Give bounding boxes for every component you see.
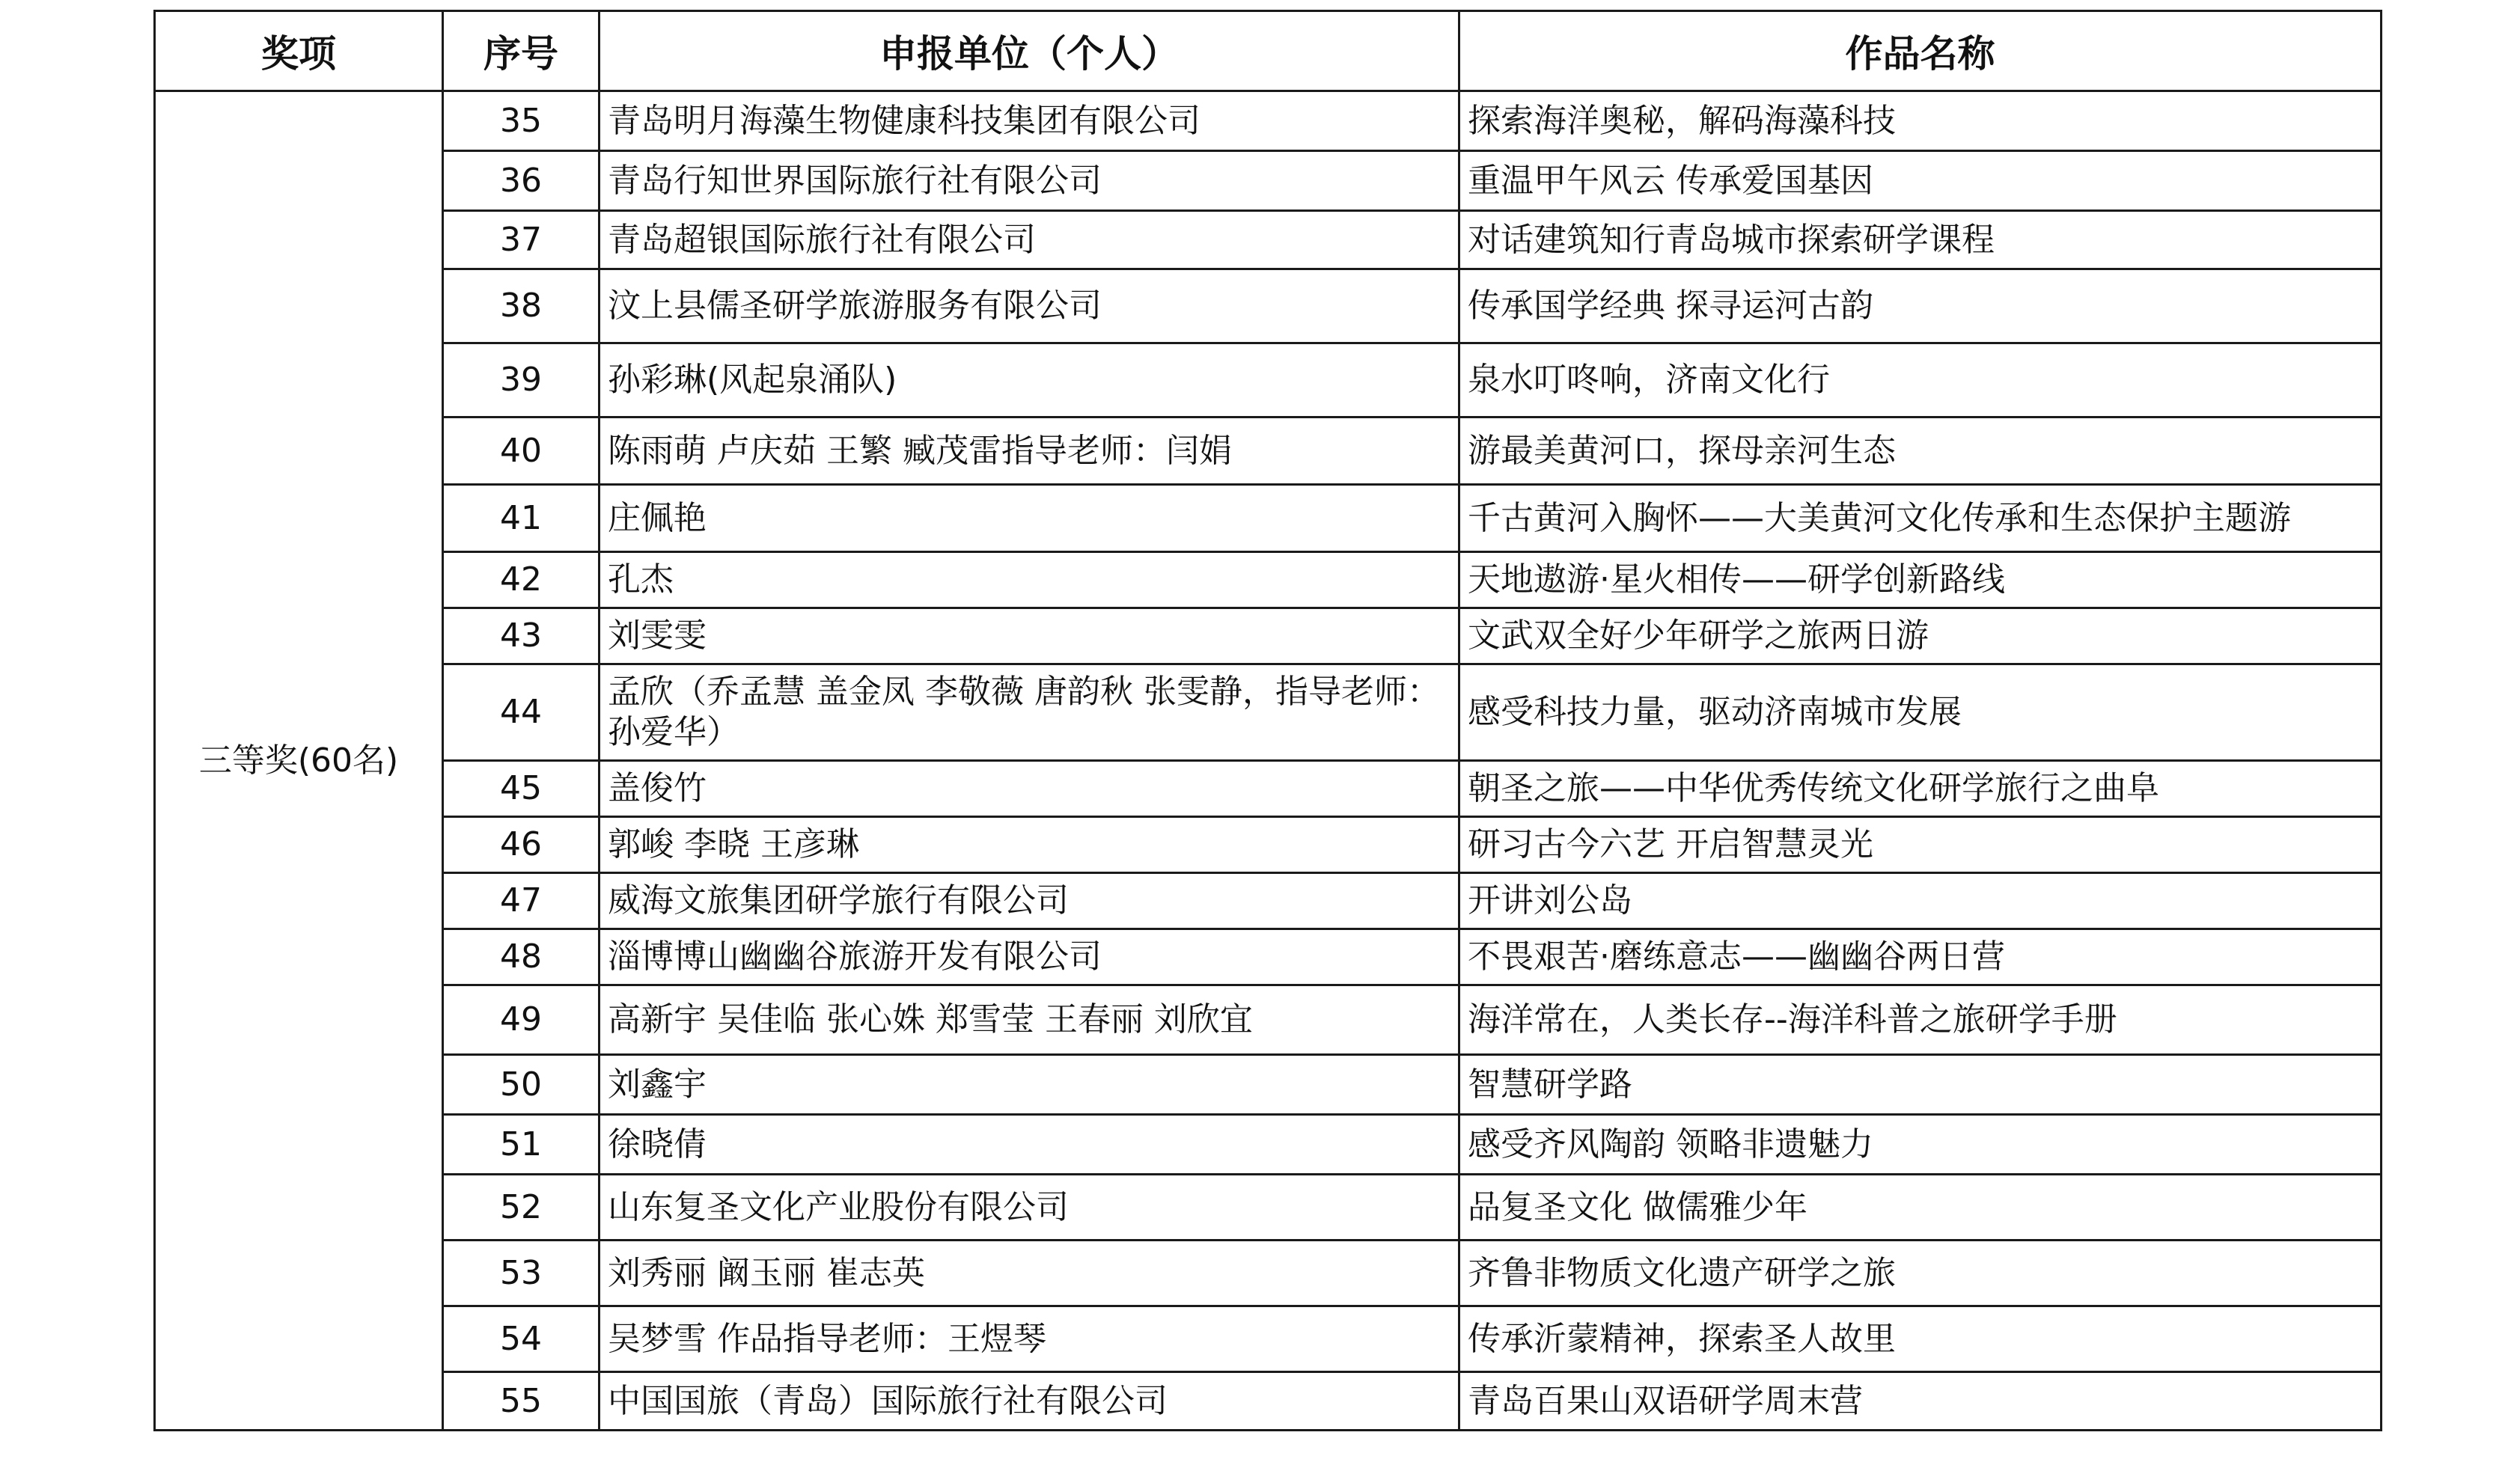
header-number: 序号: [443, 11, 600, 91]
row-number: 54: [443, 1306, 600, 1372]
row-work: 不畏艰苦·磨练意志——幽幽谷两日营: [1459, 929, 2382, 985]
row-unit: 淄博博山幽幽谷旅游开发有限公司: [600, 929, 1459, 985]
table-row: [155, 664, 2382, 761]
row-work: 开讲刘公岛: [1459, 873, 2382, 929]
row-number: 52: [443, 1175, 600, 1241]
row-unit: 刘秀丽 阚玉丽 崔志英: [600, 1241, 1459, 1306]
row-unit: 庄佩艳: [600, 485, 1459, 552]
row-work: 千古黄河入胸怀——大美黄河文化传承和生态保护主题游: [1459, 485, 2382, 552]
table-row: [155, 269, 2382, 343]
row-work: 海洋常在，人类长存--海洋科普之旅研学手册: [1459, 985, 2382, 1055]
table-row: [155, 343, 2382, 417]
row-work: 品复圣文化 做儒雅少年: [1459, 1175, 2382, 1241]
row-unit: 青岛明月海藻生物健康科技集团有限公司: [600, 91, 1459, 151]
row-unit: 威海文旅集团研学旅行有限公司: [600, 873, 1459, 929]
row-number: 51: [443, 1115, 600, 1175]
row-number: 55: [443, 1372, 600, 1431]
header-award: 奖项: [155, 11, 443, 91]
row-number: 42: [443, 552, 600, 608]
table-row: [155, 1175, 2382, 1241]
row-number: 37: [443, 211, 600, 269]
row-number: 41: [443, 485, 600, 552]
row-unit: 孟欣（乔孟慧 盖金凤 李敬薇 唐韵秋 张雯静，指导老师：孙爱华）: [600, 664, 1459, 761]
table-row: [155, 817, 2382, 873]
row-unit: 盖俊竹: [600, 761, 1459, 817]
row-unit: 刘雯雯: [600, 608, 1459, 664]
row-work: 泉水叮咚响，济南文化行: [1459, 343, 2382, 417]
row-unit: 山东复圣文化产业股份有限公司: [600, 1175, 1459, 1241]
table-row: [155, 151, 2382, 211]
row-unit: 青岛超银国际旅行社有限公司: [600, 211, 1459, 269]
row-work: 游最美黄河口，探母亲河生态: [1459, 417, 2382, 485]
row-unit: 刘鑫宇: [600, 1055, 1459, 1115]
row-work: 重温甲午风云 传承爱国基因: [1459, 151, 2382, 211]
row-unit: 孙彩琳(风起泉涌队): [600, 343, 1459, 417]
row-unit: 中国国旅（青岛）国际旅行社有限公司: [600, 1372, 1459, 1431]
table-row: [155, 1115, 2382, 1175]
row-number: 35: [443, 91, 600, 151]
row-number: 36: [443, 151, 600, 211]
table-row: [155, 552, 2382, 608]
row-work: 感受科技力量，驱动济南城市发展: [1459, 664, 2382, 761]
row-number: 44: [443, 664, 600, 761]
header-unit: 申报单位（个人）: [600, 11, 1459, 91]
award-category: 三等奖(60名): [155, 91, 443, 1431]
row-number: 47: [443, 873, 600, 929]
row-work: 天地遨游·星火相传——研学创新路线: [1459, 552, 2382, 608]
row-work: 齐鲁非物质文化遗产研学之旅: [1459, 1241, 2382, 1306]
row-number: 48: [443, 929, 600, 985]
row-number: 40: [443, 417, 600, 485]
row-work: 智慧研学路: [1459, 1055, 2382, 1115]
table-row: [155, 417, 2382, 485]
table-row: [155, 211, 2382, 269]
table-row: [155, 985, 2382, 1055]
table-row: [155, 1055, 2382, 1115]
row-unit: 孔杰: [600, 552, 1459, 608]
row-work: 文武双全好少年研学之旅两日游: [1459, 608, 2382, 664]
table-row: [155, 1306, 2382, 1372]
table-row: [155, 485, 2382, 552]
table-row: [155, 929, 2382, 985]
row-work: 感受齐风陶韵 领略非遗魅力: [1459, 1115, 2382, 1175]
row-number: 50: [443, 1055, 600, 1115]
row-number: 53: [443, 1241, 600, 1306]
table-row: [155, 1241, 2382, 1306]
table-row: [155, 873, 2382, 929]
row-number: 46: [443, 817, 600, 873]
table-row: [155, 1372, 2382, 1431]
table-row: [155, 608, 2382, 664]
row-number: 38: [443, 269, 600, 343]
row-number: 43: [443, 608, 600, 664]
row-number: 39: [443, 343, 600, 417]
row-unit: 青岛行知世界国际旅行社有限公司: [600, 151, 1459, 211]
row-work: 探索海洋奥秘，解码海藻科技: [1459, 91, 2382, 151]
row-unit: 徐晓倩: [600, 1115, 1459, 1175]
row-unit: 郭峻 李晓 王彦琳: [600, 817, 1459, 873]
header-row: [155, 11, 2382, 91]
table-row: [155, 91, 2382, 151]
row-work: 青岛百果山双语研学周末营: [1459, 1372, 2382, 1431]
awards-table: [153, 10, 2382, 1431]
row-work: 对话建筑知行青岛城市探索研学课程: [1459, 211, 2382, 269]
row-unit: 陈雨萌 卢庆茹 王繁 臧茂雷指导老师：闫娟: [600, 417, 1459, 485]
row-work: 传承国学经典 探寻运河古韵: [1459, 269, 2382, 343]
table-row: [155, 761, 2382, 817]
row-work: 传承沂蒙精神，探索圣人故里: [1459, 1306, 2382, 1372]
row-unit: 高新宇 吴佳临 张心姝 郑雪莹 王春丽 刘欣宜: [600, 985, 1459, 1055]
row-work: 研习古今六艺 开启智慧灵光: [1459, 817, 2382, 873]
row-unit: 汶上县儒圣研学旅游服务有限公司: [600, 269, 1459, 343]
header-work: 作品名称: [1459, 11, 2382, 91]
row-unit: 吴梦雪 作品指导老师：王煜琴: [600, 1306, 1459, 1372]
row-number: 49: [443, 985, 600, 1055]
row-number: 45: [443, 761, 600, 817]
row-work: 朝圣之旅——中华优秀传统文化研学旅行之曲阜: [1459, 761, 2382, 817]
